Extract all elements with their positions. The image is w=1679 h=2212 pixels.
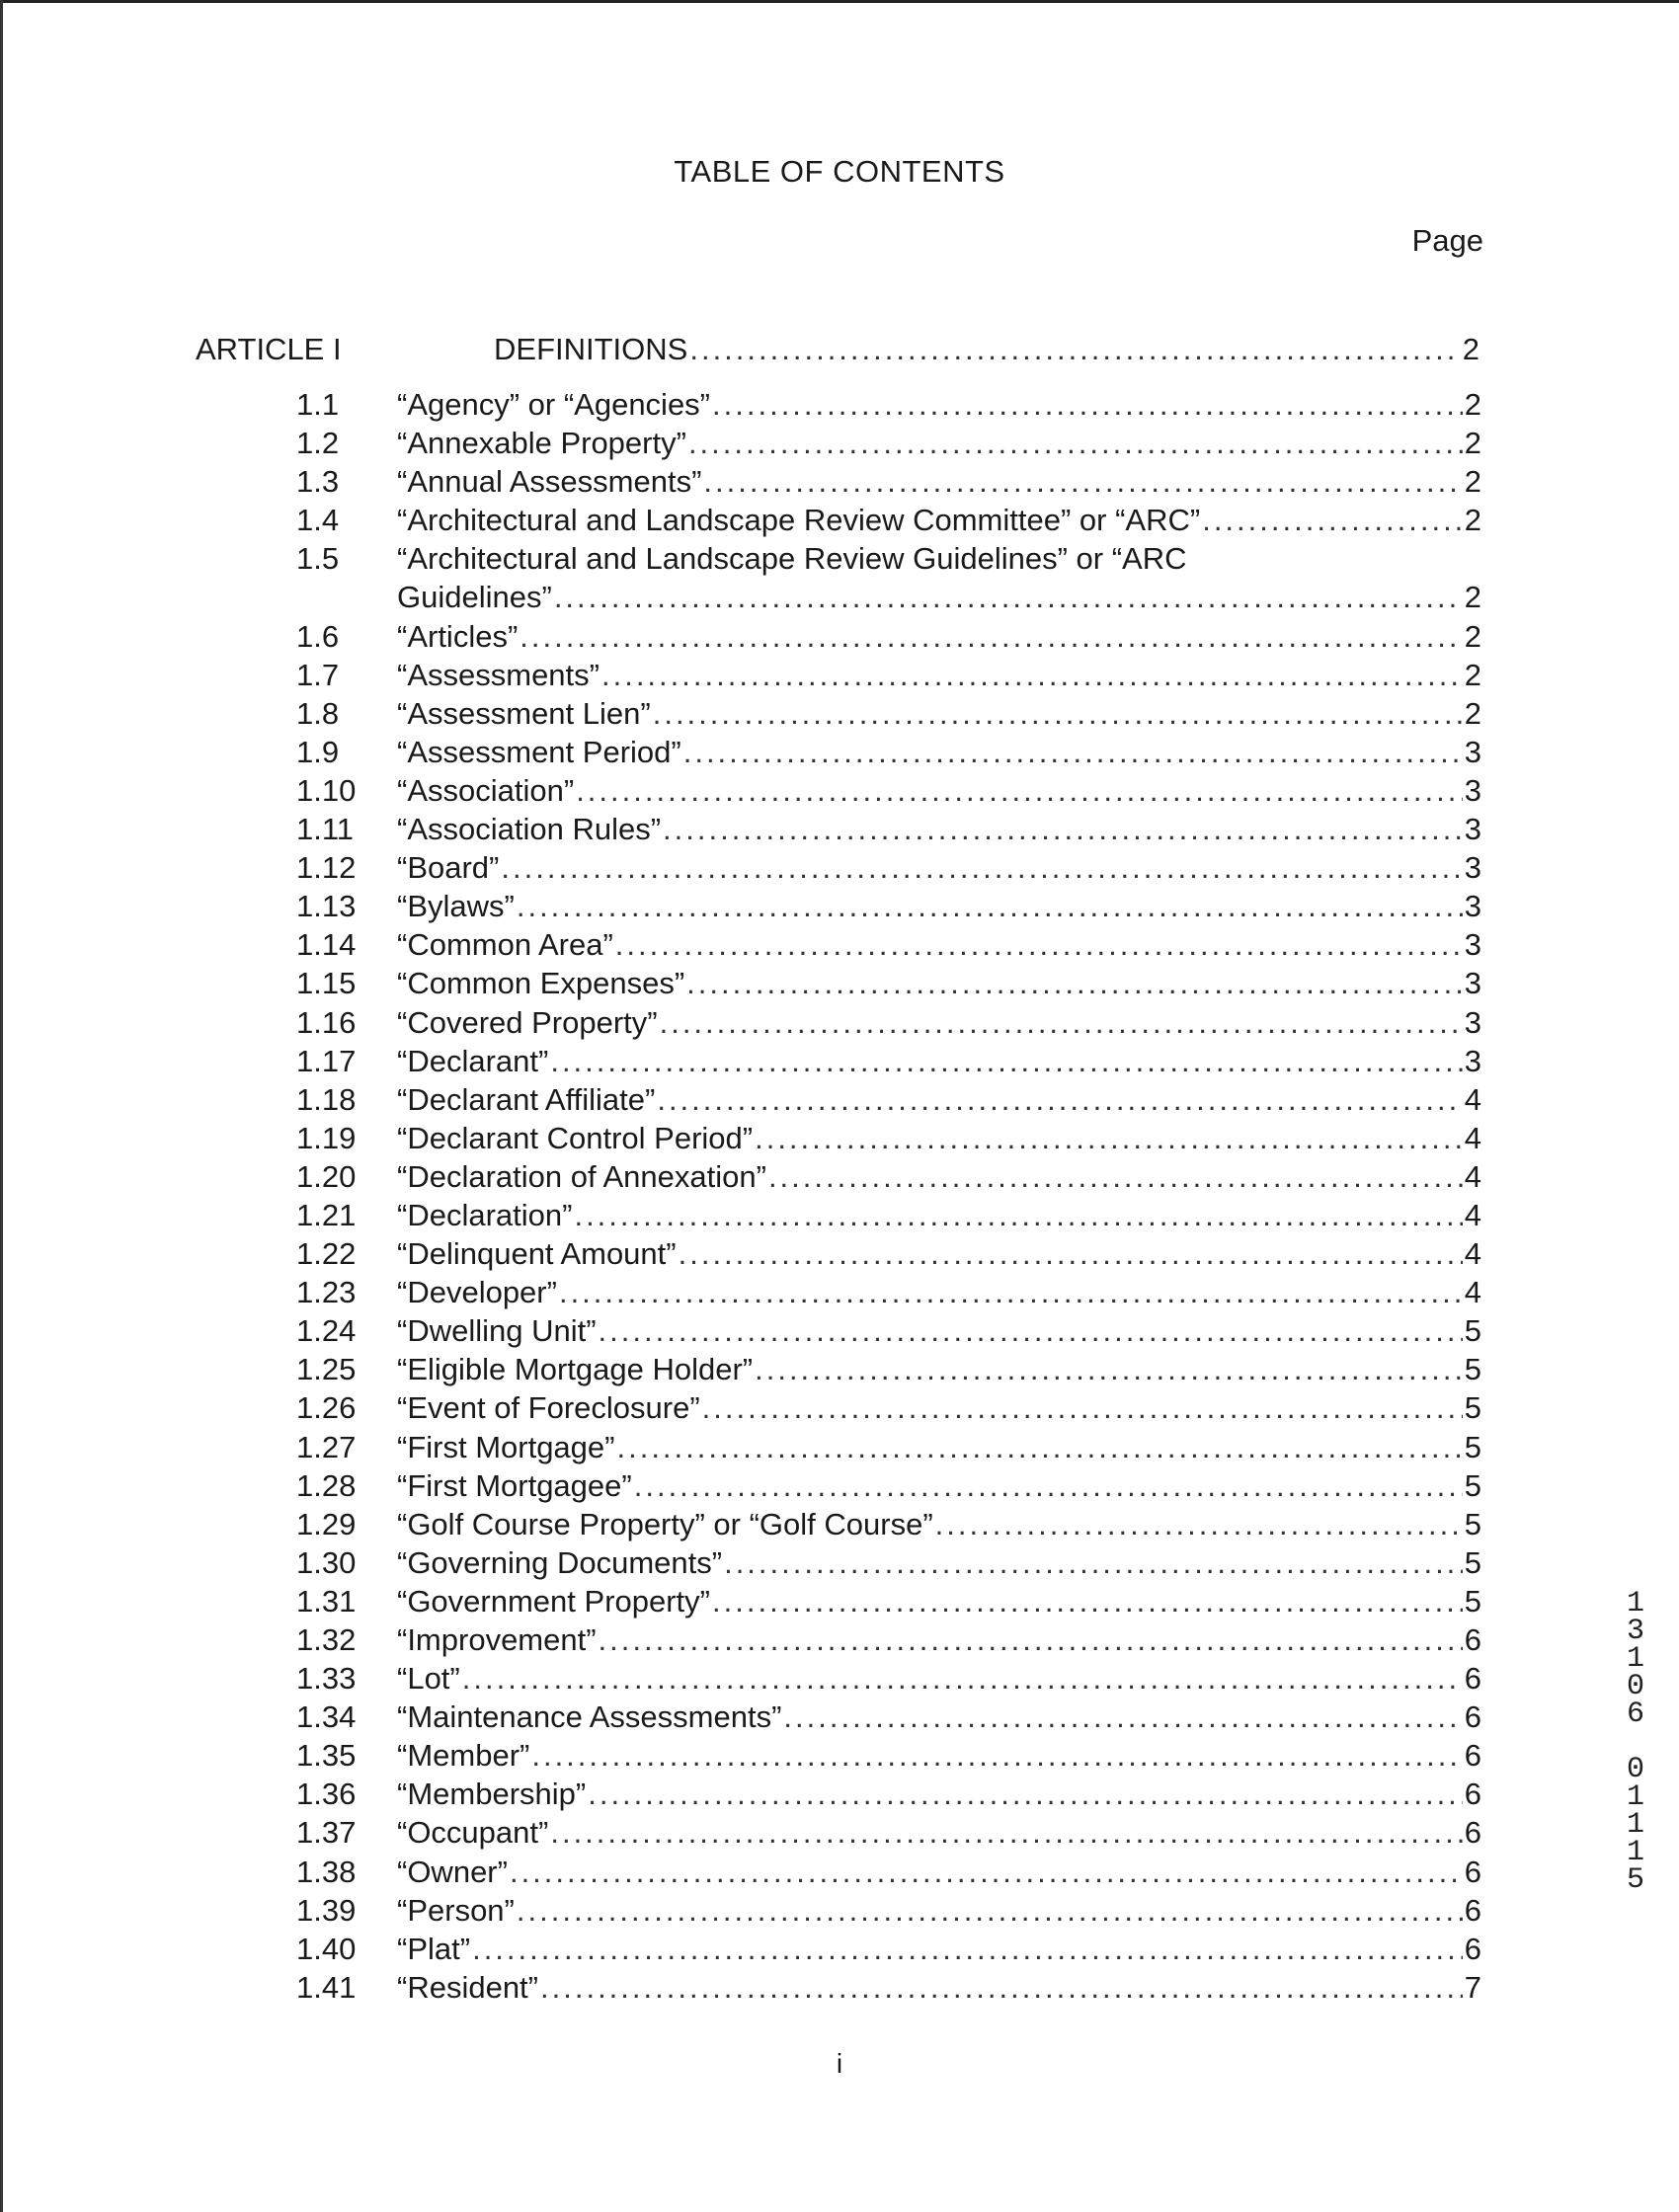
entry-page-number: 7: [1464, 1969, 1481, 2005]
entry-title: “Common Expenses”: [397, 966, 685, 1001]
dot-leader: [615, 927, 1463, 963]
entry-title: “Architectural and Landscape Review Guidelines” or “ARC: [397, 541, 1187, 577]
entry-number: 1.36: [296, 1777, 357, 1812]
toc-entry: [0, 1545, 1679, 1584]
entry-page-number: 2: [1464, 464, 1481, 500]
entry-title: “Architectural and Landscape Review Committee” or “ARC”: [397, 503, 1201, 538]
dot-leader: [588, 1777, 1463, 1812]
toc-entry: [0, 1390, 1679, 1429]
entry-title: “Association”: [397, 772, 575, 808]
toc-entry: [0, 696, 1679, 735]
entry-number: 1.22: [296, 1236, 357, 1272]
toc-entry: [0, 889, 1679, 927]
dot-leader: [712, 387, 1463, 423]
entry-line: [397, 426, 1481, 461]
entry-number: 1.10: [296, 772, 357, 808]
entry-page-number: 2: [1464, 387, 1481, 422]
entry-page-number: 6: [1464, 1931, 1481, 1966]
entry-line: [397, 1468, 1481, 1504]
entry-line: [397, 1313, 1481, 1349]
entry-number: 1.17: [296, 1043, 357, 1078]
entry-line: [397, 1855, 1481, 1890]
entry-line: [397, 850, 1481, 886]
toc-entry: [0, 927, 1679, 966]
dot-leader: [599, 1313, 1463, 1349]
entry-number: 1.24: [296, 1313, 357, 1349]
dot-leader: [755, 1121, 1463, 1156]
entry-title: “Event of Foreclosure”: [397, 1390, 700, 1426]
entry-title: “Member”: [397, 1738, 530, 1774]
toc-entry: [0, 1584, 1679, 1622]
toc-entries: [0, 387, 1679, 2009]
entry-number: 1.13: [296, 889, 357, 924]
dot-leader: [768, 1159, 1463, 1195]
entry-number: 1.26: [296, 1390, 357, 1426]
dot-leader: [517, 1893, 1463, 1929]
entry-line: [397, 541, 1481, 577]
entry-title: “Assessment Period”: [397, 734, 681, 769]
dot-leader: [576, 773, 1463, 809]
toc-entry: [0, 658, 1679, 696]
entry-line: [397, 1545, 1481, 1581]
entry-title: “Declarant Affiliate”: [397, 1081, 656, 1117]
entry-line: [397, 966, 1481, 1001]
entry-number: 1.3: [296, 464, 340, 500]
entry-page-number: 2: [1464, 618, 1481, 654]
entry-line: [397, 1738, 1481, 1774]
toc-entry: [0, 1159, 1679, 1198]
dot-leader: [755, 1352, 1463, 1387]
toc-entry: [0, 1468, 1679, 1507]
entry-page-number: 3: [1464, 966, 1481, 1001]
entry-number: 1.5: [296, 541, 340, 577]
entry-page-number: 6: [1464, 1892, 1481, 1928]
toc-entry: [0, 1236, 1679, 1275]
dot-leader: [510, 1855, 1463, 1890]
entry-page-number: 2: [1464, 695, 1481, 731]
entry-page-number: 2: [1464, 580, 1481, 615]
entry-title: “Common Area”: [397, 927, 613, 963]
entry-page-number: 2: [1464, 657, 1481, 692]
entry-number: 1.2: [296, 426, 340, 461]
entry-number: 1.31: [296, 1583, 357, 1619]
entry-title: “First Mortgage”: [397, 1429, 615, 1464]
entry-line: [397, 1236, 1481, 1272]
entry-page-number: 3: [1464, 772, 1481, 808]
toc-entry: [0, 1699, 1679, 1738]
entry-page-number: 2: [1464, 426, 1481, 461]
entry-title: “Golf Course Property” or “Golf Course”: [397, 1506, 933, 1541]
dot-leader: [686, 966, 1463, 1001]
margin-stamp-character: 1: [1626, 1836, 1644, 1869]
dot-leader: [712, 1584, 1463, 1620]
entry-number: 1.23: [296, 1275, 357, 1310]
entry-title: “Declaration of Annexation”: [397, 1158, 766, 1194]
margin-stamp: [1616, 1587, 1655, 1897]
entry-number: 1.28: [296, 1467, 357, 1503]
toc-entry: [0, 812, 1679, 850]
entry-line: [397, 1699, 1481, 1735]
dot-leader: [554, 580, 1463, 615]
entry-number: 1.19: [296, 1120, 357, 1155]
dot-leader: [462, 1661, 1463, 1697]
dot-leader: [599, 1622, 1463, 1658]
entry-page-number: 4: [1464, 1197, 1481, 1232]
entry-title: “Annual Assessments”: [397, 464, 702, 500]
entry-number: 1.9: [296, 734, 340, 769]
dot-leader: [660, 1005, 1463, 1041]
entry-line: [397, 1198, 1481, 1233]
dot-leader: [550, 1044, 1462, 1079]
entry-title: “Developer”: [397, 1275, 557, 1310]
entry-page-number: 5: [1464, 1352, 1481, 1387]
dot-leader: [653, 696, 1463, 732]
entry-title: “Governing Documents”: [397, 1544, 723, 1580]
entry-title: “Occupant”: [397, 1815, 549, 1851]
toc-entry: [0, 1777, 1679, 1815]
entry-title: “Declaration”: [397, 1197, 573, 1232]
entry-page-number: 2: [1464, 503, 1481, 538]
entry-title: “Delinquent Amount”: [397, 1236, 677, 1272]
entry-title: “Board”: [397, 850, 500, 886]
toc-entry: [0, 735, 1679, 773]
dot-leader: [634, 1468, 1463, 1504]
entry-title: “Covered Property”: [397, 1004, 658, 1040]
entry-page-number: 5: [1464, 1390, 1481, 1426]
entry-number: 1.16: [296, 1004, 357, 1040]
toc-entry: [0, 1275, 1679, 1313]
margin-stamp-character: 0: [1626, 1670, 1644, 1703]
entry-line: [397, 1430, 1481, 1465]
entry-title: “Annexable Property”: [397, 426, 686, 461]
toc-entry: [0, 464, 1679, 503]
toc-entry: [0, 850, 1679, 889]
entry-page-number: 3: [1464, 812, 1481, 847]
entry-line: [397, 503, 1481, 538]
dot-leader: [703, 464, 1462, 500]
dot-leader: [472, 1932, 1463, 1967]
entry-title: “Dwelling Unit”: [397, 1313, 597, 1349]
entry-number: 1.30: [296, 1544, 357, 1580]
article-heading: [196, 332, 1479, 371]
entry-line: [397, 1005, 1481, 1041]
entry-number: 1.21: [296, 1197, 357, 1232]
dot-leader: [724, 1545, 1463, 1581]
entry-page-number: 5: [1464, 1544, 1481, 1580]
toc-entry: [0, 1044, 1679, 1082]
entry-page-number: 4: [1464, 1081, 1481, 1117]
toc-entry: [0, 1005, 1679, 1044]
toc-entry: [0, 1932, 1679, 1970]
entry-number: 1.38: [296, 1854, 357, 1889]
toc-entry: [0, 426, 1679, 464]
entry-title: “Declarant Control Period”: [397, 1120, 754, 1155]
entry-number: 1.15: [296, 966, 357, 1001]
entry-title: “Assessment Lien”: [397, 695, 651, 731]
entry-number: 1.20: [296, 1158, 357, 1194]
entry-line: [397, 773, 1481, 809]
article-title-line: [494, 332, 1479, 367]
entry-line: [397, 812, 1481, 847]
entry-page-number: 4: [1464, 1120, 1481, 1155]
entry-page-number: 6: [1464, 1815, 1481, 1851]
entry-title: “Lot”: [397, 1661, 460, 1697]
margin-stamp-character: 1: [1626, 1808, 1644, 1842]
entry-title-continued: Guidelines”: [397, 580, 552, 615]
entry-number: 1.14: [296, 927, 357, 963]
entry-page-number: 3: [1464, 850, 1481, 886]
entry-number: 1.32: [296, 1622, 357, 1657]
article-title: DEFINITIONS: [494, 332, 688, 366]
entry-line: [397, 1507, 1481, 1542]
entry-number: 1.18: [296, 1081, 357, 1117]
toc-entry: [0, 619, 1679, 658]
entry-page-number: 5: [1464, 1506, 1481, 1541]
toc-entry: [0, 1738, 1679, 1777]
entry-number: 1.7: [296, 657, 340, 692]
margin-stamp-character: 1: [1626, 1780, 1644, 1814]
entry-number: 1.37: [296, 1815, 357, 1851]
dot-leader: [574, 1198, 1462, 1233]
entry-line: [397, 696, 1481, 732]
entry-number: 1.29: [296, 1506, 357, 1541]
margin-stamp-character: 5: [1626, 1863, 1644, 1897]
dot-leader: [540, 1970, 1463, 2006]
dot-leader: [935, 1507, 1463, 1542]
margin-stamp-character: [1616, 1728, 1655, 1756]
entry-line: [397, 735, 1481, 770]
entry-page-number: 3: [1464, 927, 1481, 963]
entry-page-number: 5: [1464, 1429, 1481, 1464]
entry-page-number: 4: [1464, 1236, 1481, 1272]
toc-entry: [0, 1430, 1679, 1468]
entry-number: 1.34: [296, 1699, 357, 1735]
toc-entry: [0, 1313, 1679, 1352]
entry-line: [397, 1159, 1481, 1195]
entry-title: “Membership”: [397, 1777, 587, 1812]
page-title: TABLE OF CONTENTS: [674, 154, 1005, 189]
margin-stamp-character: 6: [1626, 1698, 1644, 1731]
toc-entry: [0, 1854, 1679, 1897]
entry-title: “Resident”: [397, 1969, 538, 2005]
entry-page-number: 5: [1464, 1467, 1481, 1503]
margin-stamp-character: 0: [1626, 1753, 1644, 1786]
scan-edge-top: [0, 0, 1679, 3]
entry-title: “Government Property”: [397, 1583, 710, 1619]
entry-number: 1.4: [296, 503, 340, 538]
dot-leader: [501, 850, 1462, 886]
dot-leader: [601, 658, 1463, 693]
entry-page-number: 6: [1464, 1699, 1481, 1735]
dot-leader: [616, 1430, 1462, 1465]
entry-page-number: 6: [1464, 1738, 1481, 1774]
entry-title: “Owner”: [397, 1854, 508, 1889]
entry-number: 1.39: [296, 1892, 357, 1928]
footer-page-number: i: [836, 2048, 843, 2079]
margin-stamp-character: 1: [1626, 1587, 1644, 1620]
entry-title: “Association Rules”: [397, 812, 662, 847]
entry-number: 1.11: [296, 812, 355, 847]
entry-line: [397, 1970, 1481, 2006]
margin-stamp-character: 3: [1626, 1615, 1644, 1648]
entry-page-number: 5: [1464, 1583, 1481, 1619]
entry-page-number: 3: [1464, 734, 1481, 769]
entry-page-number: 6: [1464, 1622, 1481, 1657]
entry-line-continued: [397, 580, 1481, 615]
toc-entry: [0, 1121, 1679, 1159]
entry-number: 1.12: [296, 850, 357, 886]
toc-entry: [0, 1622, 1679, 1661]
entry-line: [397, 1390, 1481, 1426]
entry-number: 1.33: [296, 1661, 357, 1697]
entry-title: “Plat”: [397, 1931, 471, 1966]
dot-leader: [679, 1236, 1463, 1272]
entry-line: [397, 1275, 1481, 1310]
toc-entry: [0, 503, 1679, 541]
dot-leader: [663, 812, 1463, 847]
entry-title: “Agency” or “Agencies”: [397, 387, 711, 422]
toc-entry: [0, 1082, 1679, 1121]
toc-entry: [0, 773, 1679, 812]
entry-number: 1.25: [296, 1352, 357, 1387]
entry-line: [397, 927, 1481, 963]
page-column-header: Page: [1411, 223, 1483, 258]
toc-entry: [0, 966, 1679, 1004]
toc-entry: [0, 1198, 1679, 1236]
entry-page-number: 6: [1464, 1777, 1481, 1812]
entry-line: [397, 1777, 1481, 1812]
dot-leader: [689, 332, 1460, 367]
entry-page-number: 4: [1464, 1275, 1481, 1310]
article-number: ARTICLE I: [196, 332, 342, 366]
entry-title: “Maintenance Assessments”: [397, 1699, 782, 1735]
entry-line: [397, 1584, 1481, 1620]
entry-page-number: 6: [1464, 1661, 1481, 1697]
dot-leader: [657, 1082, 1462, 1118]
entry-line: [397, 1082, 1481, 1118]
entry-number: 1.27: [296, 1429, 357, 1464]
entry-title: “Articles”: [397, 618, 519, 654]
toc-entry: [0, 387, 1679, 426]
entry-page-number: 6: [1464, 1854, 1481, 1889]
entry-number: 1.8: [296, 695, 340, 731]
toc-entry: [0, 541, 1679, 618]
entry-number: 1.35: [296, 1738, 357, 1774]
dot-leader: [783, 1699, 1462, 1735]
dot-leader: [683, 735, 1463, 770]
entry-number: 1.6: [296, 618, 340, 654]
entry-page-number: 4: [1464, 1158, 1481, 1194]
entry-line: [397, 1661, 1481, 1697]
dot-leader: [702, 1390, 1463, 1426]
toc-entry: [0, 1970, 1679, 2009]
entry-line: [397, 658, 1481, 693]
dot-leader: [688, 426, 1463, 461]
entry-title: “First Mortgagee”: [397, 1467, 632, 1503]
entry-title: “Assessments”: [397, 657, 600, 692]
entry-line: [397, 889, 1481, 924]
entry-title: “Eligible Mortgage Holder”: [397, 1352, 754, 1387]
dot-leader: [531, 1738, 1462, 1774]
entry-page-number: 3: [1464, 1004, 1481, 1040]
entry-line: [397, 464, 1481, 500]
dot-leader: [559, 1275, 1463, 1310]
entry-line: [397, 1815, 1481, 1851]
entry-line: [397, 1044, 1481, 1079]
entry-line: [397, 387, 1481, 423]
margin-stamp-character: 1: [1626, 1642, 1644, 1676]
entry-number: 1.1: [296, 387, 340, 422]
entry-number: 1.41: [296, 1969, 357, 2005]
entry-line: [397, 619, 1481, 655]
entry-line: [397, 1622, 1481, 1658]
entry-line: [397, 1352, 1481, 1387]
dot-leader: [520, 619, 1462, 655]
toc-entry: [0, 1661, 1679, 1703]
entry-line: [397, 1893, 1481, 1929]
entry-number: 1.40: [296, 1931, 357, 1966]
entry-line: [397, 1121, 1481, 1156]
dot-leader: [550, 1815, 1462, 1851]
toc-entry: [0, 1352, 1679, 1390]
dot-leader: [1202, 503, 1463, 538]
entry-page-number: 5: [1464, 1313, 1481, 1349]
entry-line: [397, 1932, 1481, 1967]
dot-leader: [517, 889, 1463, 924]
entry-page-number: 3: [1464, 889, 1481, 924]
toc-entry: [0, 1893, 1679, 1932]
entry-title: “Person”: [397, 1892, 515, 1928]
article-page-number: 2: [1462, 332, 1479, 366]
toc-entry: [0, 1507, 1679, 1545]
entry-page-number: 3: [1464, 1043, 1481, 1078]
entry-title: “Declarant”: [397, 1043, 549, 1078]
entry-title: “Improvement”: [397, 1622, 597, 1657]
entry-title: “Bylaws”: [397, 889, 515, 924]
toc-entry: [0, 1815, 1679, 1854]
